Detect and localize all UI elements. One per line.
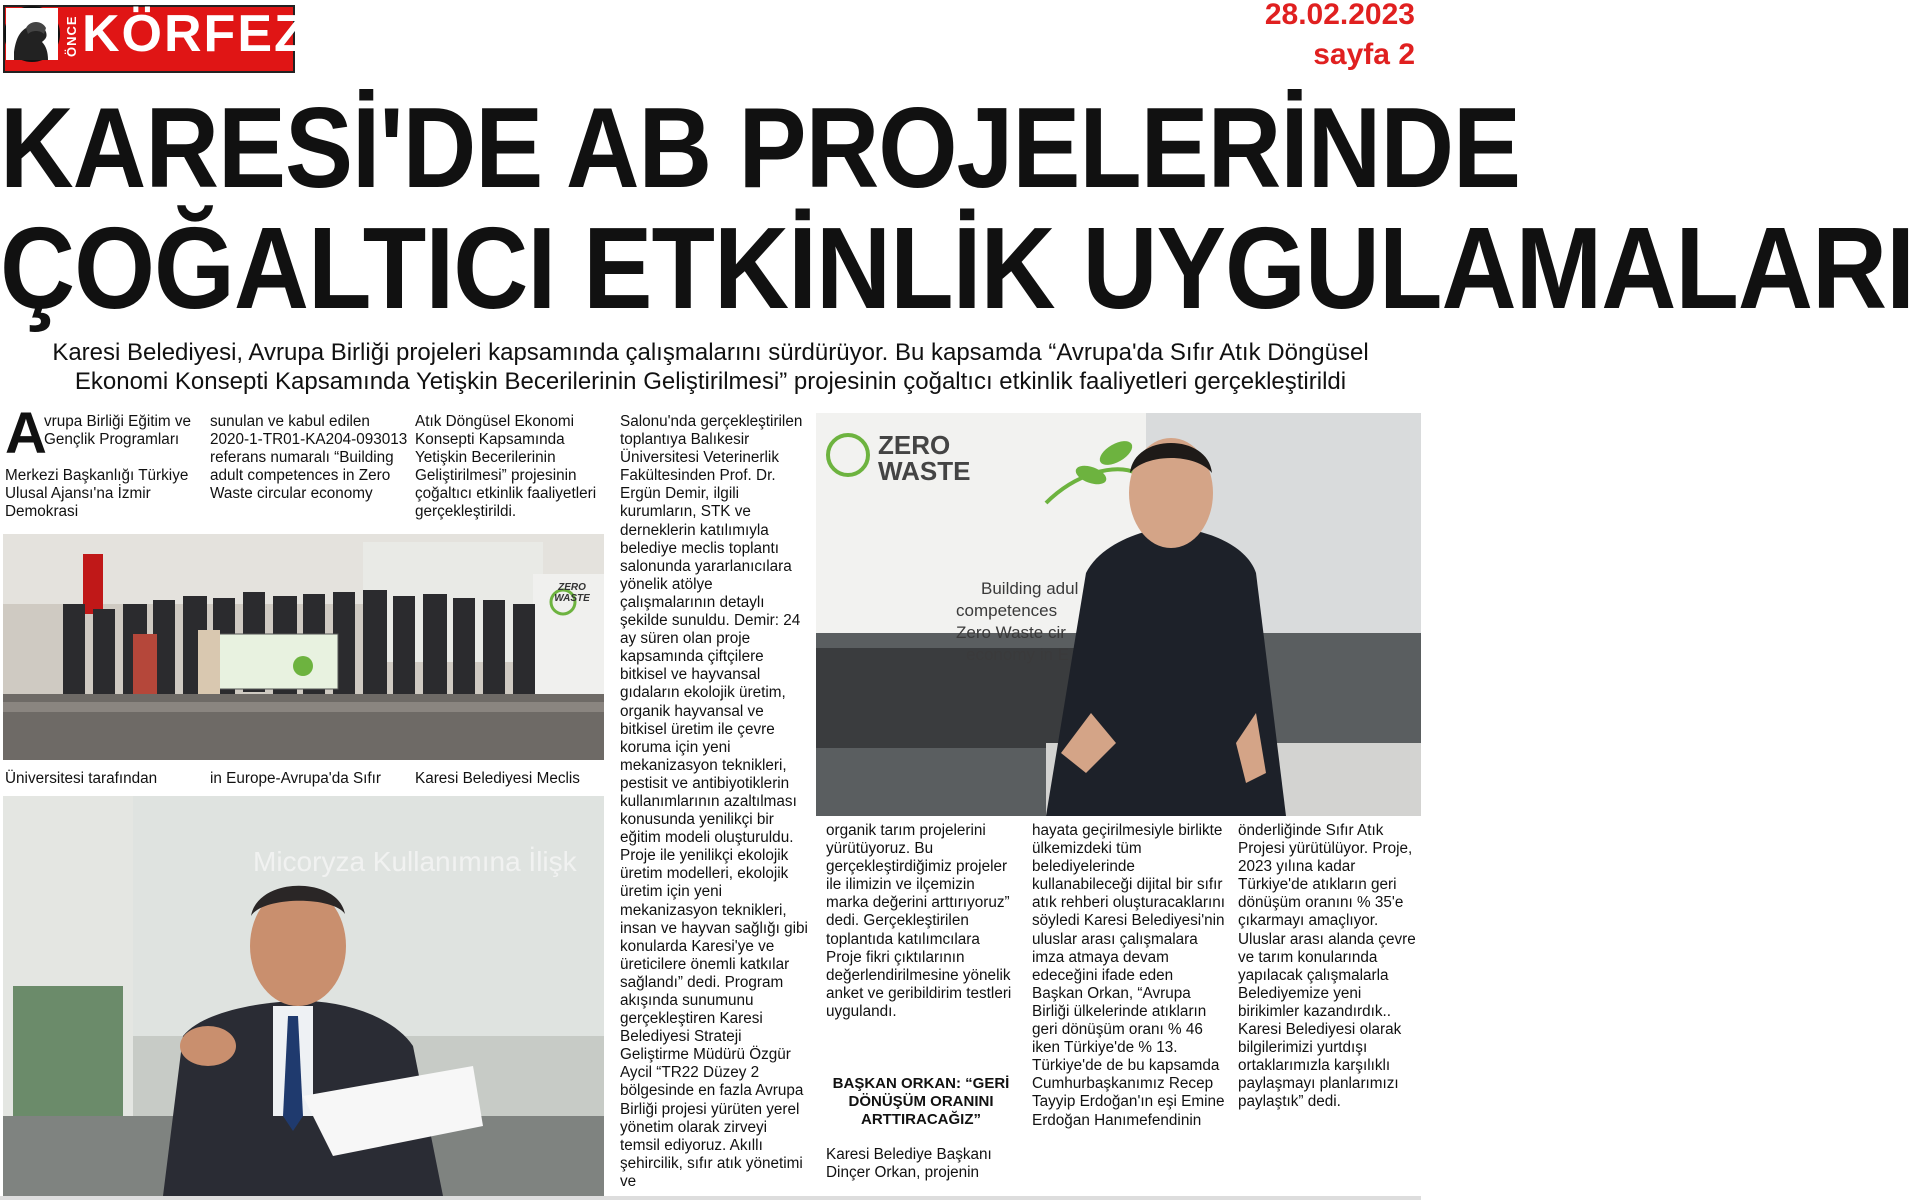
article-subheading: BAŞKAN ORKAN: “GERİ DÖNÜŞÜM ORANINI ARTTIRACAĞIZ” (832, 1075, 1010, 1128)
article-column-2: sunulan ve kabul edilen 2020-1-TR01-KA204-093013 referans numaralı “Building adult competences in Zero Waste circular economy (210, 413, 408, 503)
zero-waste-logo-line1: ZERO (878, 430, 951, 460)
deck-line-2: Ekonomi Konsepti Kapsamında Yetişkin Becerilerinin Geliştirilmesi” projesinin çoğaltıcı etkinlik faaliyetleri gerçekleştirildi (74, 368, 1347, 395)
article-column-5: organik tarım projelerini yürütüyoruz. Bu gerçekleştirdiğimiz projeler ile ilimizin ve ilçemizin marka değerini arttırıyoruz” dedi. Gerçekleştirilen toplantıda katılımcılara Proje fikri çıktılarının değerlendirilmesine yönelik anket ve geribildirim testleri uygulandı. (826, 822, 1012, 1020)
article-column-4: Salonu'nda gerçekleştirilen toplantıya Balıkesir Üniversitesi Veterinerlik Fakültesinden Prof. Dr. Ergün Demir, ilgili kurumların, STK ve derneklerin katılımıyla belediye meclis toplantı salonunda yararlanıcılara yönelik atölye çalışmalarının detaylı şekilde sunuldu. Demir: 24 ay süren olan proje kapsamında çiftçilere bitkisel ve hayvansal gıdaların ekolojik üretim, organik hayvansal ve bitkisel üretim ile çevre koruma için yeni mekanizasyon teknikleri, pestisit ve antibiyotiklerin kullanımlarının azaltılması konusunda yenilikçi bir eğitim modeli oluşturuldu. Proje ile yenilikçi ekolojik üretim modelleri, ekolojik üretim için yeni mekanizasyon teknikleri, insan ve hayvan sağlığı gibi konularda Karesi'ye ve üreticilere önemli katkılar sağlandı” dedi. Program akışında sunumunu gerçekleştiren Karesi Belediyesi Strateji Geliştirme Müdürü Özgür Aycil “TR22 Düzey 2 bölgesinde en fazla Avrupa Birliği projesi yürüten yerel yönetim olarak zirveyi temsil ediyoruz. Akıllı şehircilik, sıfır atık yönetimi ve (620, 413, 808, 1190)
zero-waste-logo-line2: WASTE (878, 456, 971, 486)
banner-line-3: Zero Waste cir (956, 623, 1066, 642)
article-column-7: önderliğinde Sıfır Atık Projesi yürütülüyor. Proje, 2023 yılına kadar Türkiye'de atıkların geri dönüşüm oranını % 35'e çıkarmayı amaçlıyor. Uluslar arası alanda çevre ve tarım konularında yapılacak çalışmalarla Belediyemize yeni birikimler kazandırdık.. Karesi Belediyesi olarak bilgilerimizi yurtdışı ortaklarımızla karşılıklı paylaşmayı planlarımızı paylaştık” dedi. (1238, 822, 1416, 1111)
article-column-5-continued: Karesi Belediye Başkanı Dinçer Orkan, projenin (826, 1146, 992, 1182)
article-column-1-top: vrupa Birliği Eğitim ve Gençlik Programları (44, 413, 192, 449)
screen-text: Micoryza Kullanımına İlişk (253, 846, 577, 877)
logo-korfez-label: KÖRFEZ (82, 5, 308, 63)
bottom-rule (0, 1196, 1421, 1200)
issue-date: 28.02.2023 (1264, 0, 1415, 31)
portrait-emblem-icon (4, 6, 60, 62)
speaker-photo-2 (816, 413, 1421, 816)
banner-line-2: competences (956, 601, 1058, 620)
article-line-under-photo-3: Karesi Belediyesi Meclis (415, 770, 580, 787)
article-column-6: hayata geçirilmesiyle birlikte ülkemizdeki tüm belediyelerinde kullanabileceği dijital bir sıfır atık rehberi oluşturacaklarını söyledi Karesi Belediyesi'nin uluslar arası çalışmalara imza atmaya devam edeceğini ifade eden Başkan Orkan, “Avrupa Birliği ülkelerinde atıkların geri dönüşüm oranı % 46 iken Türkiye'de % 13. Türkiye'de de bu kapsamda Cumhurbaşkanımız Recep Tayyip Erdoğan'ın eşi Emine Erdoğan Hanımefendinin (1032, 822, 1226, 1129)
article-column-3: Atık Döngüsel Ekonomi Konsepti Kapsamında Yetişkin Becerilerinin Geliştirilmesi” projesinin çoğaltıcı etkinlik faaliyetleri gerçekleştirildi. (415, 413, 597, 521)
headline-line-2: ÇOĞALTICI ETKİNLİK UYGULAMALARI (0, 204, 1914, 334)
article-line-under-photo-1: Üniversitesi tarafından (5, 770, 158, 787)
banner-line-1: Building adul (981, 579, 1079, 598)
group-photo (3, 534, 604, 760)
headline-line-1: KARESİ'DE AB PROJELERİNDE (0, 84, 1521, 212)
article-column-1: Merkezi Başkanlığı Türkiye Ulusal Ajansı'na İzmir Demokrasi (5, 467, 189, 521)
speaker-photo-1 (3, 796, 604, 1196)
banner-line-4: economy in E (966, 645, 1069, 664)
deck-line-1: Karesi Belediyesi, Avrupa Birliği projeleri kapsamında çalışmalarını sürdürüyor. Bu kapsamda “Avrupa'da Sıfır Atık Döngüsel (52, 339, 1369, 366)
article-line-under-photo-2: in Europe-Avrupa'da Sıfır (210, 770, 381, 787)
page-number: sayfa 2 (1313, 38, 1415, 71)
logo-once-label: ÖNCE (64, 15, 79, 57)
photo1-banner-logo: ZERO WASTE (554, 582, 590, 604)
drop-cap: A (5, 401, 47, 466)
